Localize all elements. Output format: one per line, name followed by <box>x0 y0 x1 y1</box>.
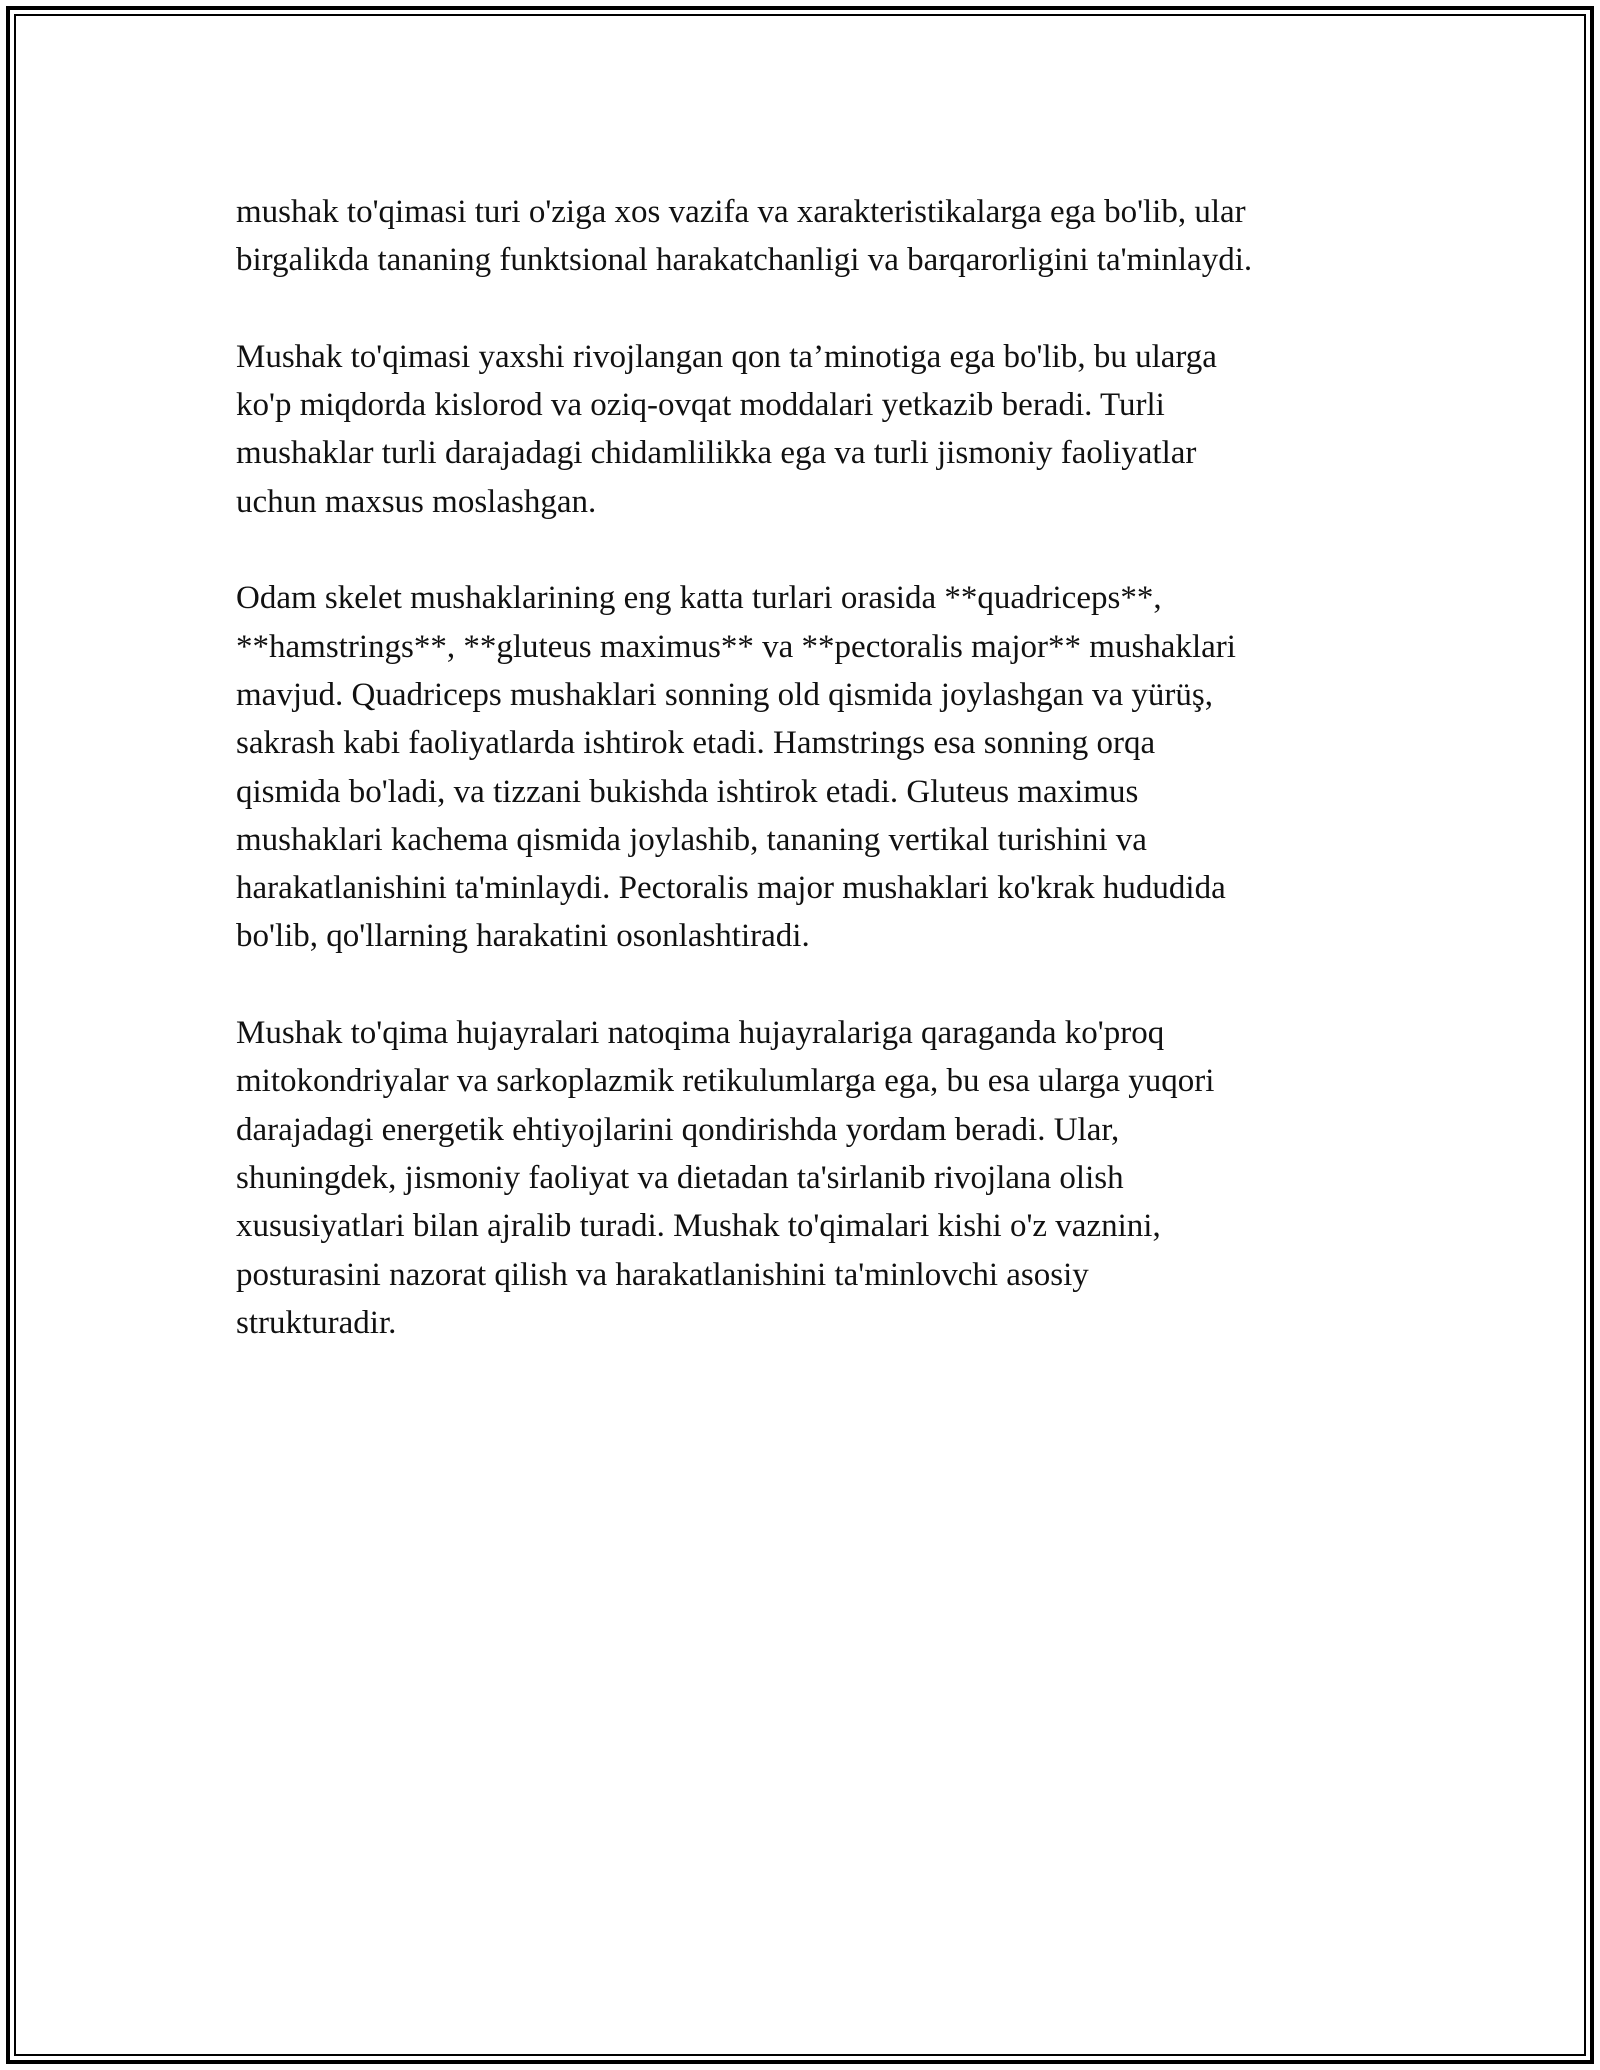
paragraph-3: Odam skelet mushaklarining eng katta turlari orasida **quadriceps**, **hamstrings**, **gluteus maximus** va **pectoralis major** mushaklari mavjud. Quadriceps mushaklari sonning old qismida joylashgan va yürüş, sakrash kabi faoliyatlarda ishtirok etadi. Hamstrings esa sonning orqa qismida bo'ladi, va tizzani bukishda ishtirok etadi. Gluteus maximus mushaklari kachema qismida joylashib, tananing vertikal turishini va harakatlanishini ta'minlaydi. Pectoralis major mushaklari ko'krak hududida bo'lib, qo'llarning harakatini osonlashtiradi. <box>236 580 1236 955</box>
document-body <box>236 188 1376 1395</box>
paragraph-1: mushak to'qimasi turi o'ziga xos vazifa va xarakteristikalarga ega bo'lib, ular birgalikda tananing funktsional harakatchanligi va barqarorligini ta'minlaydi. <box>236 194 1253 279</box>
paragraph-2: Mushak to'qimasi yaxshi rivojlangan qon ta’minotiga ega bo'lib, bu ularga ko'p miqdorda kislorod va oziq-ovqat moddalari yetkazib beradi. Turli mushaklar turli darajadagi chidamlilikka ega va turli jismoniy faoliyatlar uchun maxsus moslashgan. <box>236 338 1217 520</box>
paragraph-4: Mushak to'qima hujayralari natoqima hujayralariga qaraganda ko'proq mitokondriyalar va sarkoplazmik retikulumlarga ega, bu esa ularga yuqori darajadagi energetik ehtiyojlarini qondirishda yordam beradi. Ular, shuningdek, jismoniy faoliyat va dietadan ta'sirlanib rivojlana olish xususiyatlari bilan ajralib turadi. Mushak to'qimalari kishi o'z vaznini, posturasini nazorat qilish va harakatlanishini ta'minlovchi asosiy strukturadir. <box>236 1015 1215 1341</box>
